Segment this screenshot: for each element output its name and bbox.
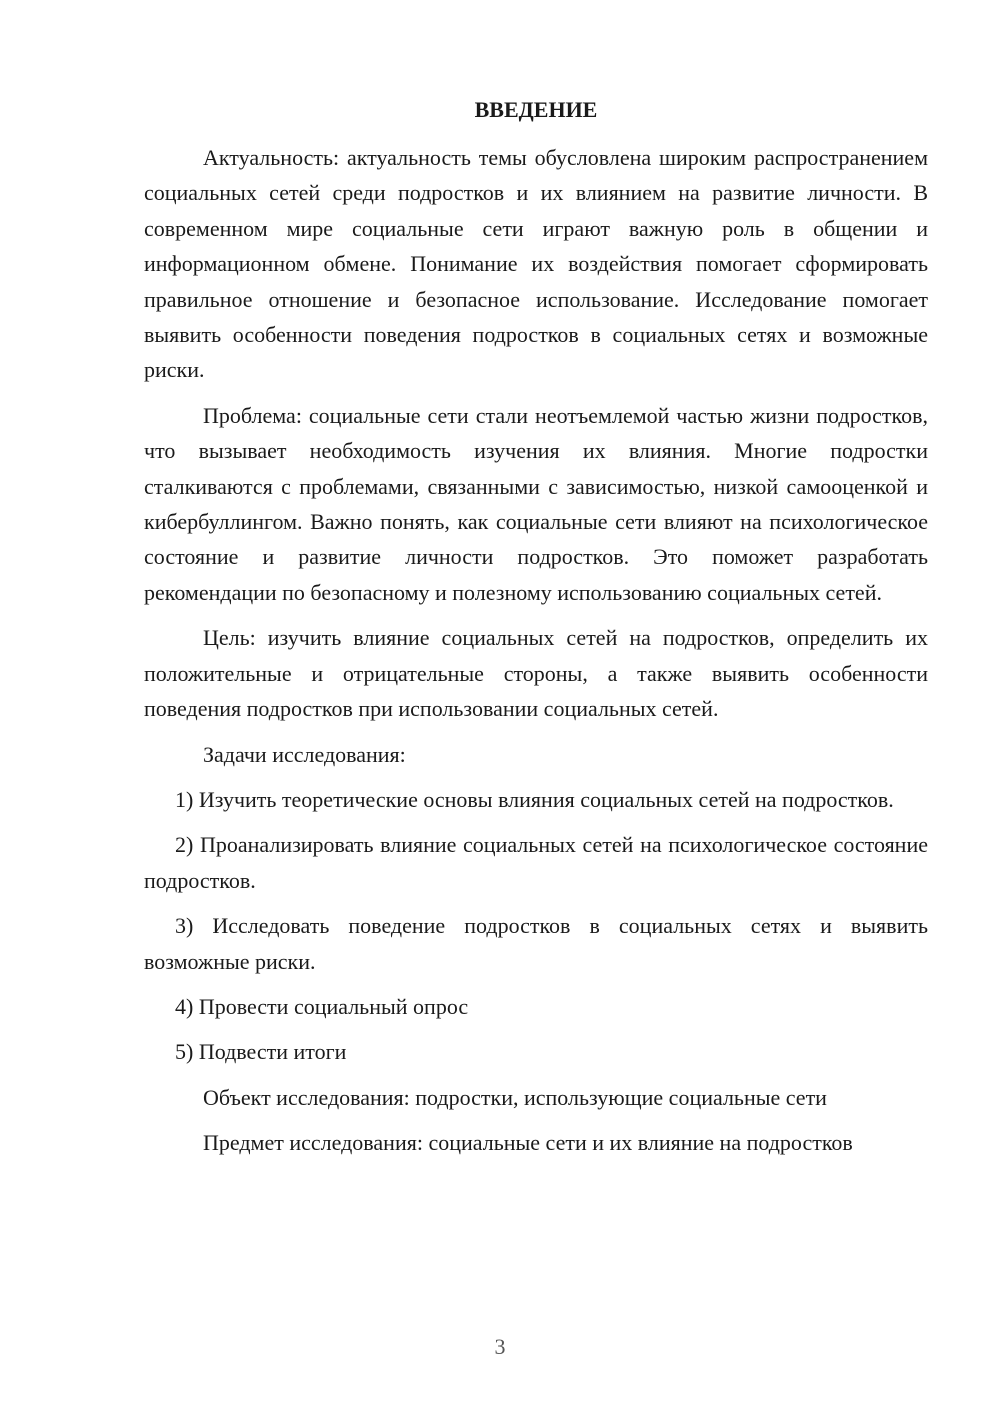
document-page <box>144 96 928 1171</box>
task-item: 3) Исследовать поведение подростков в социальных сетях и выявить возможные риски. <box>144 913 928 974</box>
task-item: 4) Провести социальный опрос <box>175 993 469 1019</box>
task-item: 1) Изучить теоретические основы влияния социальных сетей на подростков. <box>175 786 894 812</box>
paragraph-goal: Цель: изучить влияние социальных сетей на подростков, определить их положительные и отрицательные стороны, а также выявить особенности поведения подростков при использовании социальных сетей. <box>144 625 928 722</box>
tasks-heading: Задачи исследования: <box>203 741 406 767</box>
task-item: 2) Проанализировать влияние социальных сетей на психологическое состояние подростков. <box>144 832 928 893</box>
paragraph-object: Объект исследования: подростки, использующие социальные сети <box>203 1084 827 1110</box>
paragraph-subject: Предмет исследования: социальные сети и их влияние на подростков <box>203 1130 853 1156</box>
task-item: 5) Подвести итоги <box>175 1039 347 1065</box>
paragraph-relevance: Актуальность: актуальность темы обусловлена широким распространением социальных сетей среди подростков и их влиянием на развитие личности. В современном мире социальные сети играют важную роль в общении и информационном обмене. Понимание их воздействия помогает сформировать правильное отношение и безопасное использование. Исследование помогает выявить особенности поведения подростков в социальных сетях и возможные риски. <box>144 145 928 383</box>
paragraph-problem: Проблема: социальные сети стали неотъемлемой частью жизни подростков, что вызывает необходимость изучения их влияния. Многие подростки сталкиваются с проблемами, связанными с зависимостью, низкой самооценкой и кибербуллингом. Важно понять, как социальные сети влияют на психологическое состояние и развитие личности подростков. Это поможет разработать рекомендации по безопасному и полезному использованию социальных сетей. <box>144 402 928 605</box>
page-number: 3 <box>494 1334 506 1359</box>
page-title: ВВЕДЕНИЕ <box>474 97 598 122</box>
